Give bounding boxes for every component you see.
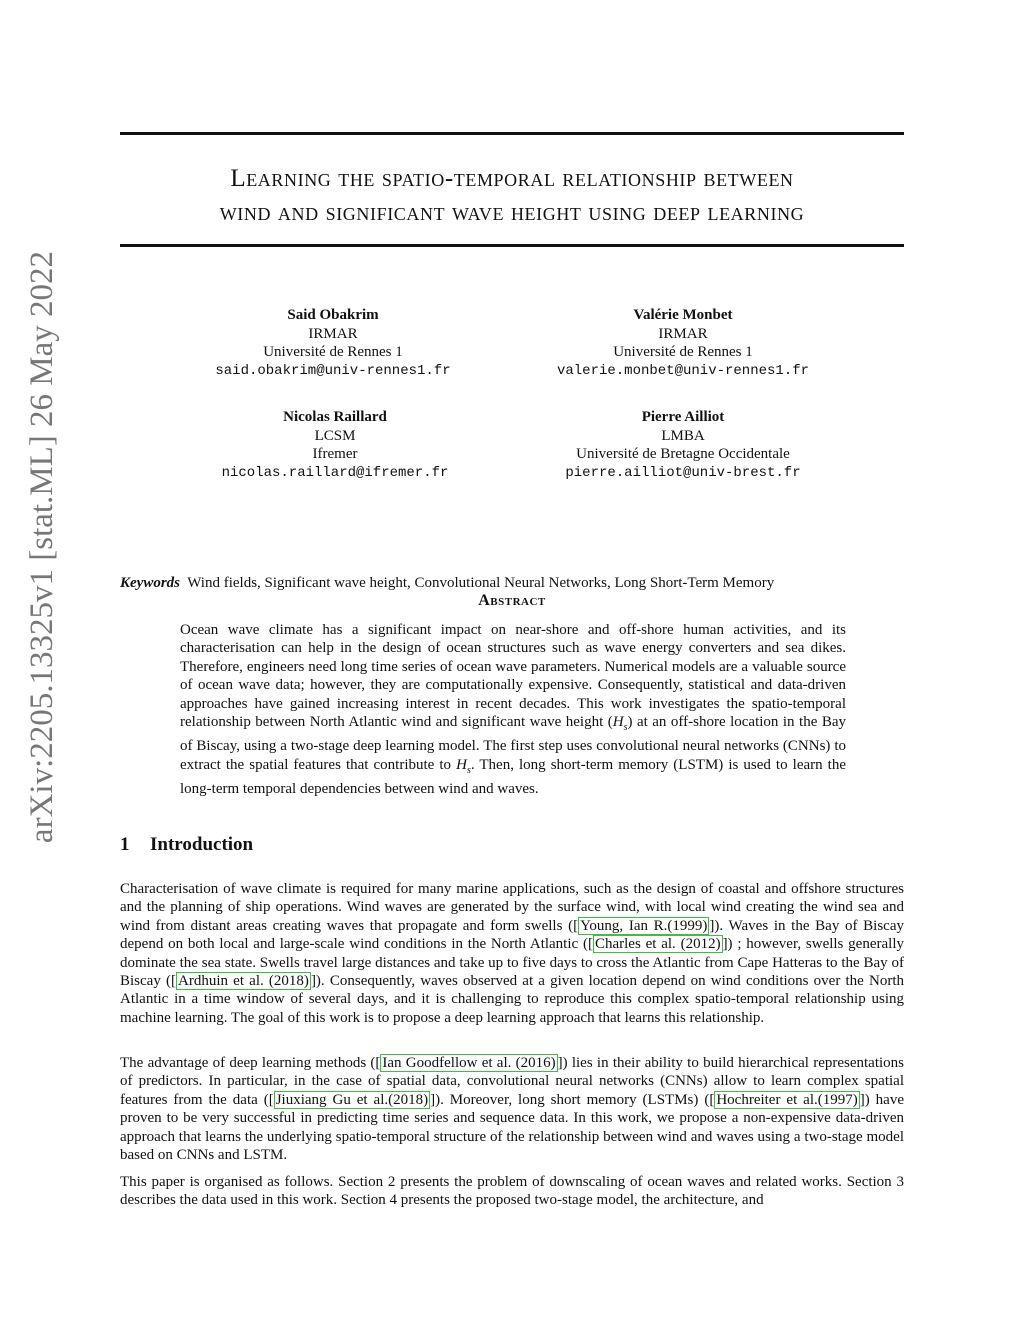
citation-link[interactable]: Charles et al. (2012) [594,936,721,953]
author-block-4 [533,408,833,482]
citation-link[interactable]: Ian Goodfellow et al. (2016) [382,1055,556,1071]
abstract-text: . Then, long short-term memory (LSTM) is used to learn the long-term temporal dependencies between wind and waves. [180,756,847,798]
section-heading [120,834,253,856]
keywords-text: Wind fields, Significant wave height, Convolutional Neural Networks, Long Short-Term Memory [187,575,775,591]
title-bottom-rule [120,244,904,247]
paragraph-text: The advantage of deep learning methods ([ [120,1055,381,1071]
keywords-label: Keywords [120,575,180,591]
author-affiliation: IRMAR [308,325,358,342]
author-affiliation: LMBA [661,427,705,444]
author-affiliation: Ifremer [312,446,358,462]
author-affiliation: LCSM [314,427,356,444]
paragraph-text: Characterisation of wave climate is required for many marine applications, such as the design of coastal and offshore structures and the planning of ship operations. Wind waves are generated by the surface wind, with local wind creating the wind sea and wind from distant areas creating waves that propagate and form swells ([ [120,881,904,934]
citation-link[interactable]: Young, Ian R.(1999) [580,917,708,934]
abstract-body [180,621,846,799]
author-name: Nicolas Raillard [283,409,387,425]
abstract-text: ) at an off-shore location in the Bay of Biscay, using a two-stage deep learning model. The first step uses convolutional neural networks (CNNs) to extract the spatial features that contribute to [180,714,847,773]
author-email[interactable]: pierre.ailliot@univ-brest.fr [565,464,801,481]
math-subscript: s [466,764,471,776]
intro-paragraph-2 [120,1054,904,1164]
abstract-heading: Abstract [478,592,546,609]
arxiv-sidebar-stamp: arXiv:2205.13325v1 [stat.ML] 26 May 2022 [24,250,60,844]
paragraph-text: ]) have proven to be very successful in predicting time series and sequence data. In this work, we propose a non-expensive data-driven approach that learns the underlying spatio-temporal structure of the relationship between wind and waves using a two-stage model based on CNNs and LSTM. [120,1091,905,1164]
author-name: Said Obakrim [287,307,379,323]
author-affiliation: Université de Bretagne Occidentale [576,446,790,462]
paragraph-text: ]). Waves in the Bay of Biscay depend on both local and large-scale wind conditions in the North Atlantic ([ [120,917,904,953]
title-line-1: Learning the spatio-temporal relationship between [230,165,794,192]
author-email[interactable]: valerie.monbet@univ-rennes1.fr [556,362,810,379]
paragraph-text: ]) ; however, swells generally dominate the sea state. Swells travel large distances and take up to five days to cross the Atlantic from Cape Hatteras to the Bay of Biscay ([ [120,936,904,990]
math-hs: H [612,714,624,731]
paragraph-text: ]) lies in their ability to build hierarchical representations of predictors. In particular, in the case of spatial data, convolutional neural networks (CNNs) allow to learn complex spatial features from the data ([ [120,1055,904,1108]
author-name: Pierre Ailliot [641,409,725,425]
author-email[interactable]: said.obakrim@univ-rennes1.fr [215,362,451,379]
paragraph-text: ]). Moreover, long short memory (LSTMs) ([ [430,1091,715,1108]
section-number: 1 [120,834,130,855]
author-block-3 [185,408,485,482]
author-affiliation: IRMAR [658,325,708,342]
math-subscript: s [623,722,628,734]
title-top-rule [120,132,904,135]
author-affiliation: Université de Rennes 1 [613,344,753,360]
author-name: Valérie Monbet [633,307,733,323]
author-block-1 [183,306,483,380]
math-hs: H [456,756,467,773]
intro-paragraph-3: This paper is organised as follows. Section 2 presents the problem of downscaling of ocean waves and related works. Section 3 describes the data used in this work. Section 4 presents the proposed two-stage model, the architecture, and [120,1174,904,1209]
citation-link[interactable]: Hochreiter et al.(1997) [716,1091,858,1108]
citation-link[interactable]: Jiuxiang Gu et al.(2018) [275,1091,429,1108]
title-line-2: wind and significant wave height using deep learning [219,199,805,226]
author-block-2 [533,306,833,380]
paragraph-text: ]). Consequently, waves observed at a given location depend on wind conditions over the North Atlantic in a time window of several days, and it is challenging to reproduce this complex spatio-temporal relationship using machine learning. The goal of this work is to propose a deep learning approach that learns this relationship. [120,973,904,1026]
abstract-text: Ocean wave climate has a significant impact on near-shore and off-shore human activities, and its characterisation can help in the design of ocean structures such as wave energy converters and sea dikes. Therefore, engineers need long time series of ocean wave parameters. Numerical models are a valuable source of ocean wave data; however, they are computationally expensive. Consequently, statistical and data-driven approaches have gained increasing interest in recent decades. This work investigates the spatio-temporal relationship between North Atlantic wind and significant wave height ( [180,622,846,731]
paper-title [120,162,904,230]
keywords-line [120,574,904,592]
section-title: Introduction [150,834,254,855]
intro-paragraph-1 [120,880,904,1027]
citation-link[interactable]: Ardhuin et al. (2018) [178,973,309,990]
author-affiliation: Université de Rennes 1 [263,344,403,360]
author-email[interactable]: nicolas.raillard@ifremer.fr [221,464,449,481]
